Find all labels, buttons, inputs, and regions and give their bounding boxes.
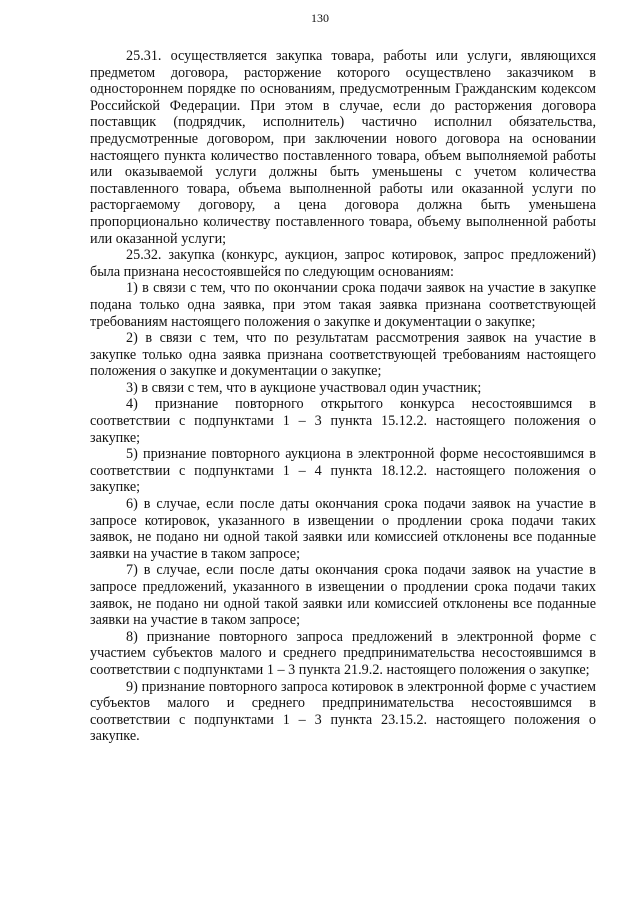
list-item-3: 3) в связи с тем, что в аукционе участвовал один участник;	[126, 379, 482, 396]
list-item-6: 6) в случае, если после даты окончания срока подачи заявок на участие в запросе котировок, указанного в извещении о продлении срока подачи таких заявок, не подано ни одной такой заявки или комиссией отклонены все поданные заявки на участие в таком запросе;	[90, 496, 596, 562]
list-item-5: 5) признание повторного аукциона в электронной форме несостоявшимся в соответствии с подпунктами 1 – 4 пункта 18.12.2. настоящего положения о закупке;	[90, 446, 596, 496]
page-number: 130	[311, 11, 329, 25]
list-item-1: 1) в связи с тем, что по окончании срока подачи заявок на участие в закупке подана только одна заявка, при этом такая заявка признана соответствующей требованиям настоящего положения о закупке и документации о закупке;	[90, 280, 596, 330]
paragraph-25-31: 25.31. осуществляется закупка товара, работы или услуги, являющихся предметом договора, расторжение которого осуществлено заказчиком в одностороннем порядке по основаниям, предусмотренным Гражданским кодексом Российской Федерации. При этом в случае, если до расторжения договора поставщик (подрядчик, исполнитель) частично исполнил обязательства, предусмотренные договором, при заключении нового договора на основании настоящего пункта количество поставленного товара, объем выполняемой работы или оказываемой услуги должны быть уменьшены с учетом количества поставленного товара, объема выполненной работы или оказанной услуги по расторгаемому договору, а цена договора должна быть уменьшена пропорционально количеству поставленного товара, объему выполненной работы или оказанной услуги;	[90, 48, 596, 247]
list-item-2: 2) в связи с тем, что по результатам рассмотрения заявок на участие в закупке только одна заявка признана соответствующей требованиям настоящего положения о закупке и документации о закупке;	[90, 330, 596, 380]
list-item-4: 4) признание повторного открытого конкурса несостоявшимся в соответствии с подпунктами 1 – 3 пункта 15.12.2. настоящего положения о закупке;	[90, 396, 596, 446]
list-item-9: 9) признание повторного запроса котировок в электронной форме с участием субъектов малого и среднего предпринимательства несостоявшимся в соответствии с подпунктами 1 – 3 пункта 23.15.2. настоящего положения о закупке.	[90, 678, 596, 745]
paragraph-25-32: 25.32. закупка (конкурс, аукцион, запрос котировок, запрос предложений) была признана несостоявшейся по следующим основаниям:	[90, 247, 596, 280]
document-body	[90, 48, 596, 745]
list-item-7: 7) в случае, если после даты окончания срока подачи заявок на участие в запросе предложений, указанного в извещении о продлении срока подачи таких заявок, не подано ни одной такой заявки или комиссией отклонены все поданные заявки на участие в таком запросе;	[90, 562, 596, 629]
list-item-8: 8) признание повторного запроса предложений в электронной форме с участием субъектов малого и среднего предпринимательства несостоявшимся в соответствии с подпунктами 1 – 3 пункта 21.9.2. настоящего положения о закупке;	[90, 628, 596, 678]
